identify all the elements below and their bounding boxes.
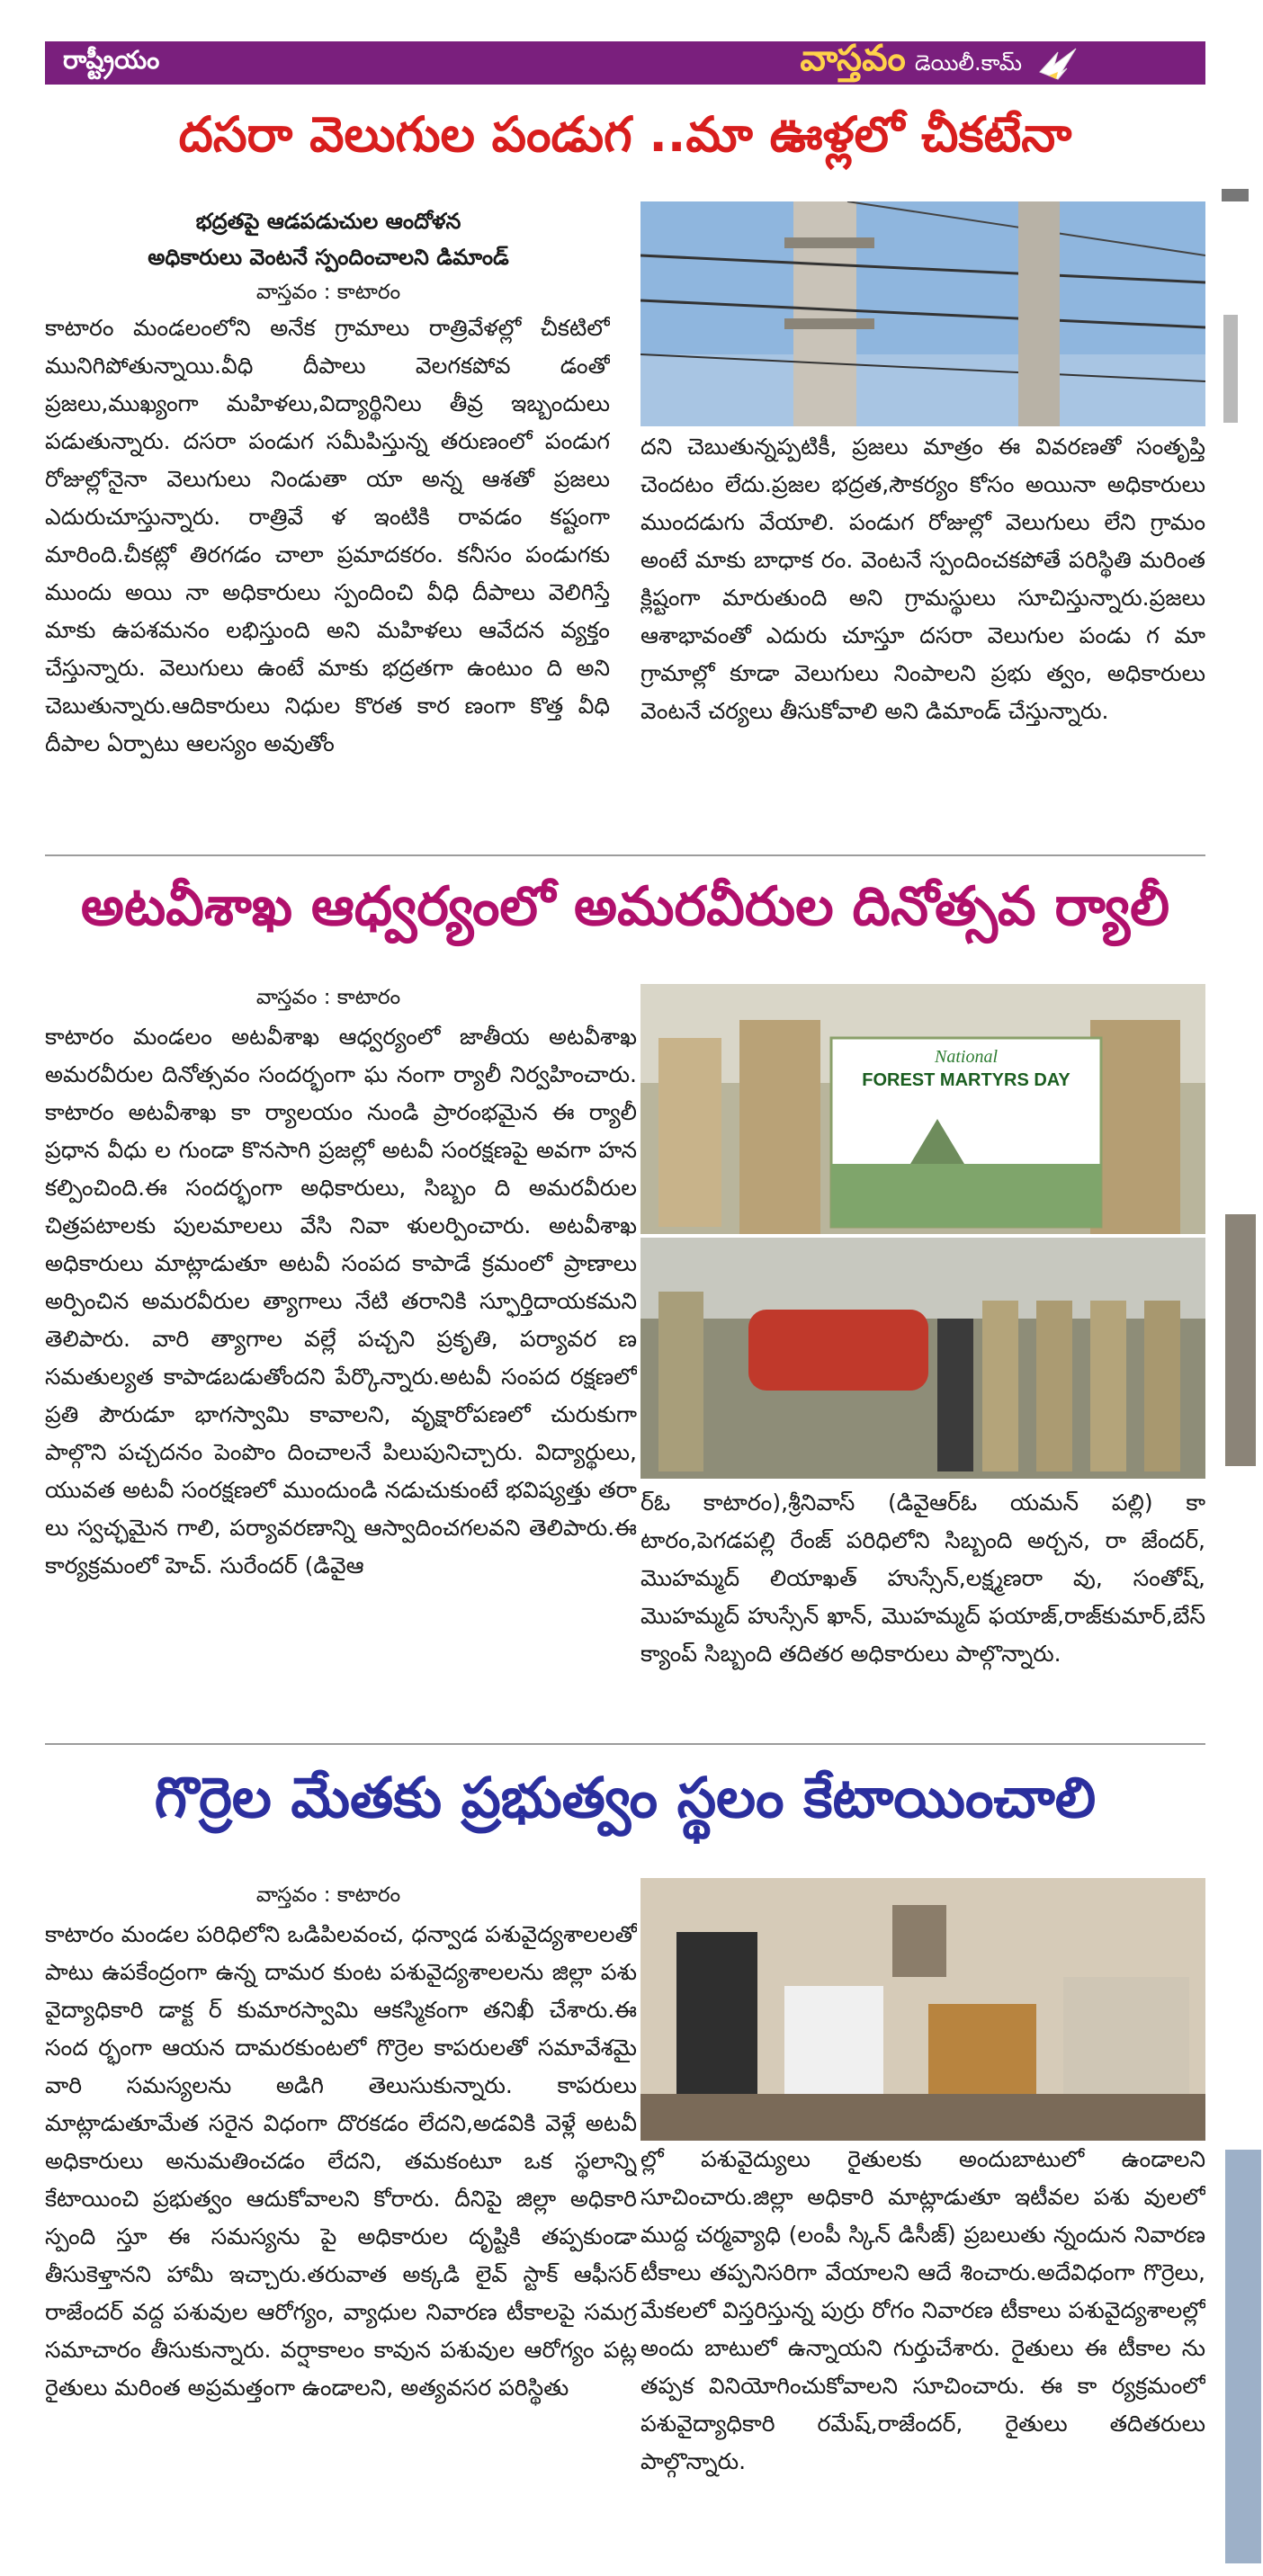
story2-photo-rally-banner [640,984,1205,1234]
story2-photo-staff-assembly [640,1238,1205,1479]
bird-logo-icon [1036,45,1079,81]
story2-headline: అటవీశాఖ ఆధ్వర్యంలో అమరవీరుల దినోత్సవ ర్యాలీ [80,875,1170,938]
page-header [45,38,1205,85]
story1-photo-electric-pole [640,201,1205,426]
story1-column-2: దని చెబుతున్నప్పటికీ, ప్రజలు మాత్రం ఈ వివరణతో సంతృప్తి చెందటం లేదు.ప్రజల భద్రత,సౌకర్యం కోసం అయినా అధికారులు ముందడుగు వేయాలి. పండుగ రోజుల్లో వెలుగులు లేని గ్రామం అంటే మాకు బాధాక రం. వెంటనే స్పందించకపోతే పరిస్థితి మరింత క్లిష్టంగా మారుతుంది అని గ్రామస్థులు సూచిస్తున్నారు.ప్రజలు ఆశాభావంతో ఎదురు చూస్తూ దసరా వెలుగుల పండు గ మా గ్రామాల్లో కూడా వెలుగులు నింపాలని ప్రభు త్వం, అధికారులు వెంటనే చర్యలు తీసుకోవాలి అని డిమాండ్ చేస్తున్నారు. [640,434,1205,724]
story3-photo-meeting [640,1878,1205,2141]
brand-subtitle: డెయిలీ.కామ్ [914,50,1022,76]
story1-subhead-1: భద్రతపై ఆడపడుచుల ఆందోళన [195,209,461,234]
masthead [800,38,1079,88]
brand-name: వాస్తవం [800,38,906,79]
divider-2 [45,1743,1205,1745]
story1-headline: దసరా వెలుగుల పండుగ ..మా ఊళ్లలో చీకటేనా [178,106,1072,163]
story2-column-1: కాటారం మండలం అటవీశాఖ ఆధ్వర్యంలో జాతీయ అటవీశాఖ అమరవీరుల దినోత్సవం సందర్భంగా ఘ నంగా ర్యాలీ నిర్వహించారు. కాటారం అటవీశాఖ కా ర్యాలయం నుండి ప్రారంభమైన ఈ ర్యాలీ ప్రధాన వీధు ల గుండా కొనసాగి ప్రజల్లో అటవీ సంరక్షణపై అవగా హన కల్పించింది.ఈ సందర్భంగా అధికారులు, సిబ్బం ది అమరవీరుల చిత్రపటాలకు పులమాలలు వేసి నివా ళులర్పించారు. అటవీశాఖ అధికారులు మాట్లాడుతూ అటవీ సంపద కాపాడే క్రమంలో ప్రాణాలు అర్పించిన అమరవీరుల త్యాగాలు నేటి తరానికి స్ఫూర్తిదాయకమని తెలిపారు. వారి త్యాగాల వల్లే పచ్చని ప్రకృతి, పర్యావర ణ సమతుల్యత కాపాడబడుతోందని పేర్కొన్నారు.అటవీ సంపద రక్షణలో ప్రతి పౌరుడూ భాగస్వామి కావాలని, వృక్షారోపణలో చురుకుగా పాల్గొని పచ్చదనం పెంపొం దించాలనే పిలుపునిచ్చారు. విద్యార్థులు, యువత అటవీ సంరక్షణలో ముందుండి నడుచుకుంటే భవిష్యత్తు తరా లు స్వచ్ఛమైన గాలి, పర్యావరణాన్ని ఆస్వాదించగలవని తెలిపారు.ఈ కార్యక్రమంలో హెచ్. సురేందర్ (డివైఆ [45,1024,637,1579]
banner-line-2: FOREST MARTYRS DAY [862,1070,1070,1090]
story1-subhead-2: అధికారులు వెంటనే స్పందించాలని డిమాండ్ [148,245,509,270]
story2-dateline: వాస్తవం : కాటారం [255,986,401,1009]
story3-column-1: కాటారం మండల పరిధిలోని ఒడిపిలవంచ, ధన్వాడ పశువైద్యశాలలతో పాటు ఉపకేంద్రంగా ఉన్న దామర కుంట పశువైద్యశాలలను జిల్లా పశు వైద్యాధికారి డాక్ట ర్ కుమారస్వామి ఆకస్మికంగా తనిఖీ చేశారు.ఈ సంద ర్భంగా ఆయన దామరకుంటలో గొర్రెల కాపరులతో సమావేశమై వారి సమస్యలను అడిగి తెలుసుకున్నారు. కాపరులు మాట్లాడుతూమేత సరైన విధంగా దొరకడం లేదని,అడవికి వెళ్లే అటవీ అధికారులు అనుమతించడం లేదని, తమకంటూ ఒక స్థలాన్ని కేటాయించి ప్రభుత్వం ఆదుకోవాలని కోరారు. దీనిపై జిల్లా అధికారి స్పంది స్తూ ఈ సమస్యను పై అధికారుల దృష్టికి తప్పకుండా తీసుకెళ్తానని హామీ ఇచ్చారు.తరువాత అక్కడి లైవ్ స్టాక్ ఆఫీసర్ రాజేందర్ వద్ద పశువుల ఆరోగ్యం, వ్యాధుల నివారణ టీకాలపై సమగ్ర సమాచారం తీసుకున్నారు. వర్షాకాలం కావున పశువుల ఆరోగ్యం పట్ల రైతులు మరింత అప్రమత్తంగా ఉండాలని, అత్యవసర పరిస్థితు [45,1921,637,2401]
story3-dateline: వాస్తవం : కాటారం [255,1883,401,1907]
adjacent-page-strip [1216,90,1263,2572]
story2-column-2: ర్ఓ కాటారం),శ్రీనివాస్ (డివైఆర్ఓ యమన్ పల్లి) కా టారం,పెగడపల్లి రేంజ్ పరిధిలోని సిబ్బంది అర్చన, రా జేందర్, మొహమ్మద్ లియాఖత్ హుస్సేన్,లక్ష్మణరా వు, సంతోష్, మొహమ్మద్ హుస్సేన్ ఖాన్, మొహమ్మద్ ఫయాజ్,రాజ్‌కుమార్,బేస్ క్యాంప్ సిబ్బంది తదితర అధికారులు పాల్గొన్నారు. [640,1489,1205,1667]
story1-dateline: వాస్తవం : కాటారం [255,281,401,304]
divider-1 [45,854,1205,856]
story3-headline: గొర్రెల మేతకు ప్రభుత్వం స్థలం కేటాయించాలి [154,1765,1097,1830]
story3-column-2: ల్లో పశువైద్యులు రైతులకు అందుబాటులో ఉండాలని సూచించారు.జిల్లా అధికారి మాట్లాడుతూ ఇటీవల పశు వులలో ముద్ద చర్మవ్యాధి (లంపీ స్కిన్ డిసీజ్) ప్రబలుతు న్నందున నివారణ టీకాలు తప్పనిసరిగా వేయాలని ఆదే శించారు.అదేవిధంగా గొర్రెలు, మేకలలో విస్తరిస్తున్న పుర్రు రోగం నివారణ టీకాలు పశువైద్యశాలల్లో అందు బాటులో ఉన్నాయని గుర్తుచేశారు. రైతులు ఈ టీకాల ను తప్పక వినియోగించుకోవాలని సూచించారు. ఈ కా ర్యక్రమంలో పశువైద్యాధికారి రమేష్,రాజేందర్, రైతులు తదితరులు పాల్గొన్నారు. [640,2146,1205,2474]
story1-subheads [54,203,603,309]
story1-column-1: కాటారం మండలంలోని అనేక గ్రామాలు రాత్రివేళల్లో చీకటిలో మునిగిపోతున్నాయి.వీధి దీపాలు వెలగకపోవ డంతో ప్రజలు,ముఖ్యంగా మహిళలు,విద్యార్థినిలు తీవ్ర ఇబ్బందులు పడుతున్నారు. దసరా పండుగ సమీపిస్తున్న తరుణంలో పండుగ రోజుల్లోనైనా వెలుగులు నిండుతా యా అన్న ఆశతో ప్రజలు ఎదురుచూస్తున్నారు. రాత్రివే ళ ఇంటికి రావడం కష్టంగా మారింది.చీకట్లో తిరగడం చాలా ప్రమాదకరం. కనీసం పండుగకు ముందు అయి నా అధికారులు స్పందించి వీధి దీపాలు వెలిగిస్తే మాకు ఉపశమనం లభిస్తుంది అని మహిళలు ఆవేదన వ్యక్తం చేస్తున్నారు. వెలుగులు ఉంటే మాకు భద్రతగా ఉంటుం ది అని చెబుతున్నారు.ఆదికారులు నిధుల కొరత కార ణంగా కొత్త వీధి దీపాల ఏర్పాటు ఆలస్యం అవుతోం [45,315,610,756]
banner-line-1: National [934,1047,998,1067]
section-label: రాష్ట్రీయం [63,45,160,75]
